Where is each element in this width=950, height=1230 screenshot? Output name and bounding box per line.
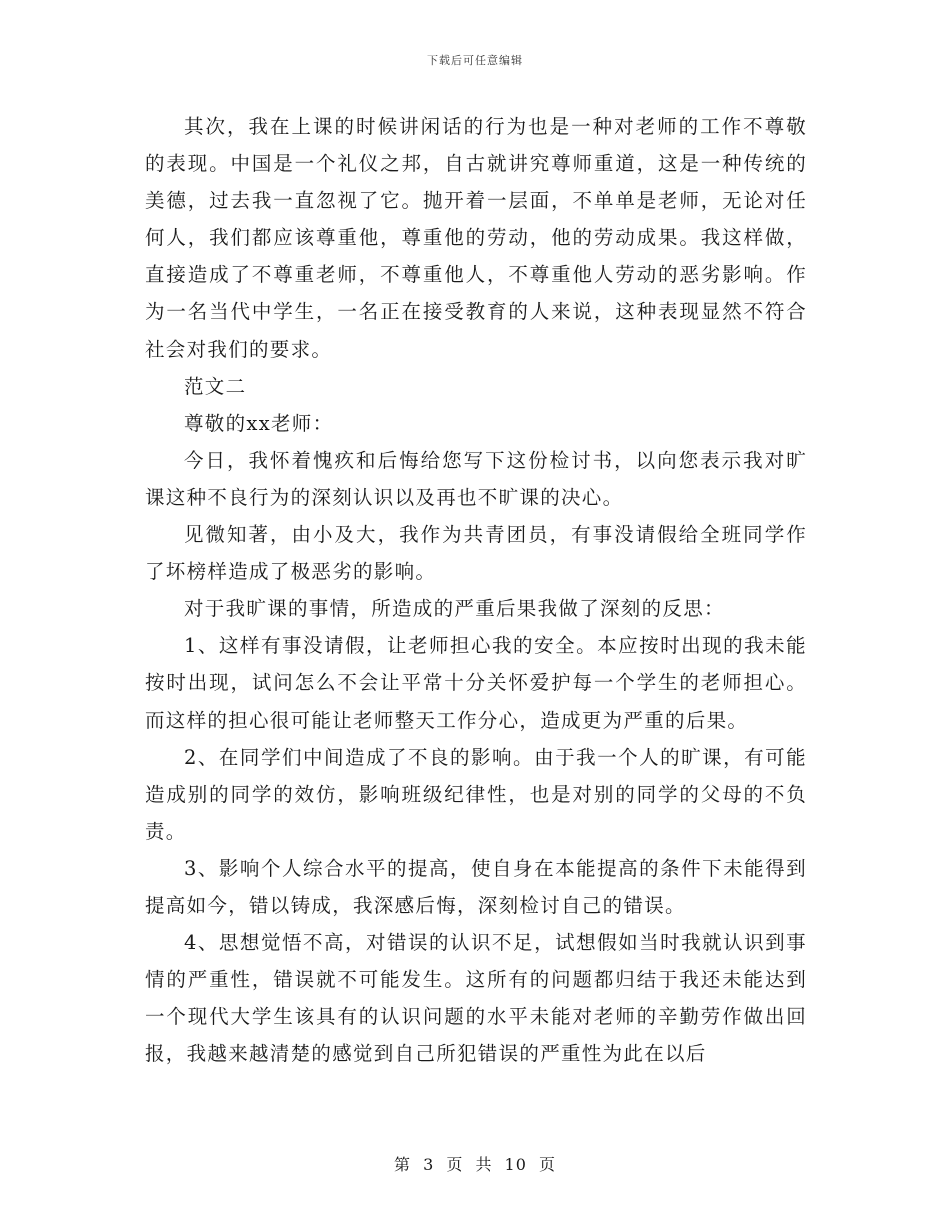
list-item-1: 1、这样有事没请假，让老师担心我的安全。本应按时出现的我未能按时出现，试问怎么不会让平常十分关怀爱护每一个学生的老师担心。而这样的担心很可能让老师整天工作分心，造成更为严重的后果。: [145, 634, 807, 732]
paragraph-bad-example: 见微知著，由小及大，我作为共青团员，有事没请假给全班同学作了坏榜样造成了极恶劣的影响。: [145, 523, 807, 584]
letter-salutation: 尊敬的xx老师：: [184, 411, 334, 435]
page-header: 下载后可任意编辑: [427, 54, 523, 67]
paragraph-respect-teacher: 其次，我在上课的时候讲闲话的行为也是一种对老师的工作不尊敬的表现。中国是一个礼仪之邦，自古就讲究尊师重道，这是一种传统的美德，过去我一直忽视了它。抛开着一层面，不单单是老师，无论对任何人，我们都应该尊重他，尊重他的劳动，他的劳动成果。我这样做，直接造成了不尊重老师，不尊重他人，不尊重他人劳动的恶劣影响。作为一名当代中学生，一名正在接受教育的人来说，这种表现显然不符合社会对我们的要求。: [145, 115, 807, 361]
list-item-2: 2、在同学们中间造成了不良的影响。由于我一个人的旷课，有可能造成别的同学的效仿，影响班级纪律性，也是对别的同学的父母的不负责。: [145, 745, 807, 843]
list-item-4: 4、思想觉悟不高，对错误的认识不足，试想假如当时我就认识到事情的严重性，错误就不可能发生。这所有的问题都归结于我还未能达到一个现代大学生该具有的认识问题的水平未能对老师的辛勤劳作做出回报，我越来越清楚的感觉到自己所犯错误的严重性为此在以后: [145, 931, 807, 1066]
paragraph-intro: 今日，我怀着愧疚和后悔给您写下这份检讨书，以向您表示我对旷课这种不良行为的深刻认识以及再也不旷课的决心。: [145, 448, 807, 509]
list-item-3: 3、影响个人综合水平的提高，使自身在本能提高的条件下未能得到提高如今，错以铸成，我深感后悔，深刻检讨自己的错误。: [145, 856, 807, 917]
page-number: 第 3 页 共 10 页: [394, 1155, 556, 1174]
document-body: [145, 108, 807, 1072]
paragraph-reflection: 对于我旷课的事情，所造成的严重后果我做了深刻的反思：: [184, 597, 725, 621]
section-title-sample-two: 范文二: [184, 374, 247, 398]
